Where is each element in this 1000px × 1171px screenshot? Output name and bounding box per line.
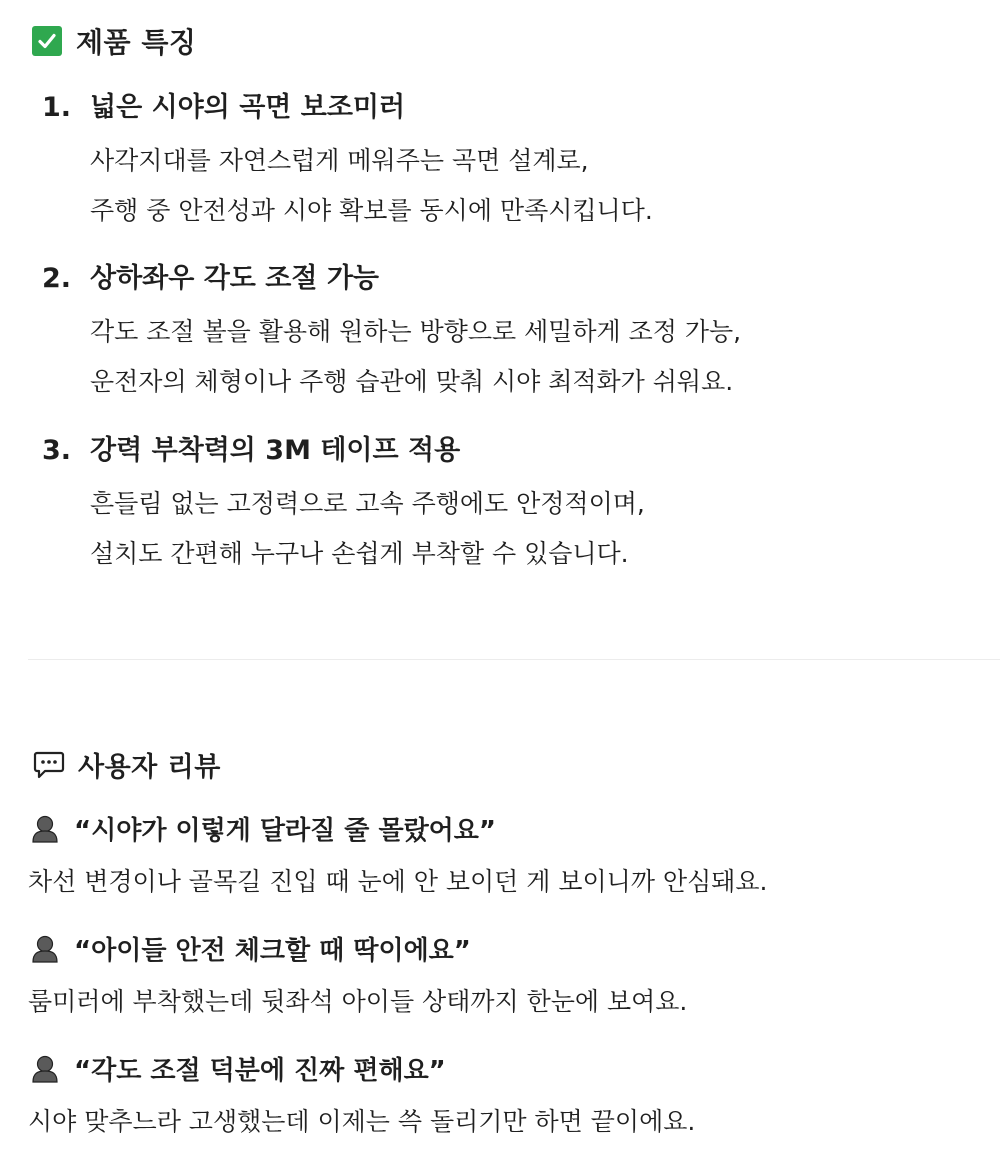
review-body: 차선 변경이나 골목길 진입 때 눈에 안 보이던 게 보이니까 안심돼요.: [28, 867, 768, 896]
person-icon: [30, 1053, 60, 1083]
review-item: [28, 808, 988, 902]
feature-title-text: 강력 부착력의 3M 테이프 적용: [90, 435, 461, 466]
feature-item: [42, 259, 982, 407]
feature-number: 2.: [42, 263, 72, 294]
feature-number: 3.: [42, 435, 72, 466]
review-title-text: “시야가 이렇게 달라질 줄 몰랐어요”: [74, 815, 497, 846]
feature-description-line: 흔들림 없는 고정력으로 고속 주행에도 안정적이며,: [90, 489, 645, 518]
review-body: 시야 맞추느라 고생했는데 이제는 쓱 돌리기만 하면 끝이에요.: [28, 1107, 696, 1136]
person-icon: [30, 813, 60, 843]
feature-description-line: 설치도 간편해 누구나 손쉽게 부착할 수 있습니다.: [90, 539, 629, 568]
feature-item: [42, 431, 982, 579]
feature-description-line: 사각지대를 자연스럽게 메워주는 곡면 설계로,: [90, 146, 589, 175]
feature-title: [42, 88, 982, 128]
review-item: [28, 1048, 988, 1142]
feature-title: [42, 431, 982, 471]
person-icon: [30, 933, 60, 963]
check-icon: [32, 26, 62, 56]
review-title-text: “아이들 안전 체크할 때 딱이에요”: [74, 935, 471, 966]
reviews-heading: [32, 744, 221, 784]
feature-description-line: 각도 조절 볼을 활용해 원하는 방향으로 세밀하게 조정 가능,: [90, 317, 742, 346]
feature-title-text: 넓은 시야의 곡면 보조미러: [90, 92, 406, 123]
features-heading: [32, 24, 196, 58]
review-title: [28, 1048, 988, 1088]
feature-title: [42, 259, 982, 299]
speech-bubble-icon: [32, 747, 66, 781]
review-title: [28, 808, 988, 848]
reviews-heading-text: 사용자 리뷰: [78, 751, 221, 783]
section-divider: [28, 659, 1000, 660]
review-body: 룸미러에 부착했는데 뒷좌석 아이들 상태까지 한눈에 보여요.: [28, 987, 688, 1016]
feature-item: [42, 88, 982, 236]
feature-description-line: 주행 중 안전성과 시야 확보를 동시에 만족시킵니다.: [90, 196, 653, 225]
feature-number: 1.: [42, 92, 72, 123]
features-heading-text: 제품 특징: [76, 26, 197, 59]
review-title: [28, 928, 988, 968]
feature-title-text: 상하좌우 각도 조절 가능: [90, 263, 380, 294]
review-title-text: “각도 조절 덕분에 진짜 편해요”: [74, 1055, 446, 1086]
feature-description-line: 운전자의 체형이나 주행 습관에 맞춰 시야 최적화가 쉬워요.: [90, 367, 734, 396]
review-item: [28, 928, 988, 1022]
